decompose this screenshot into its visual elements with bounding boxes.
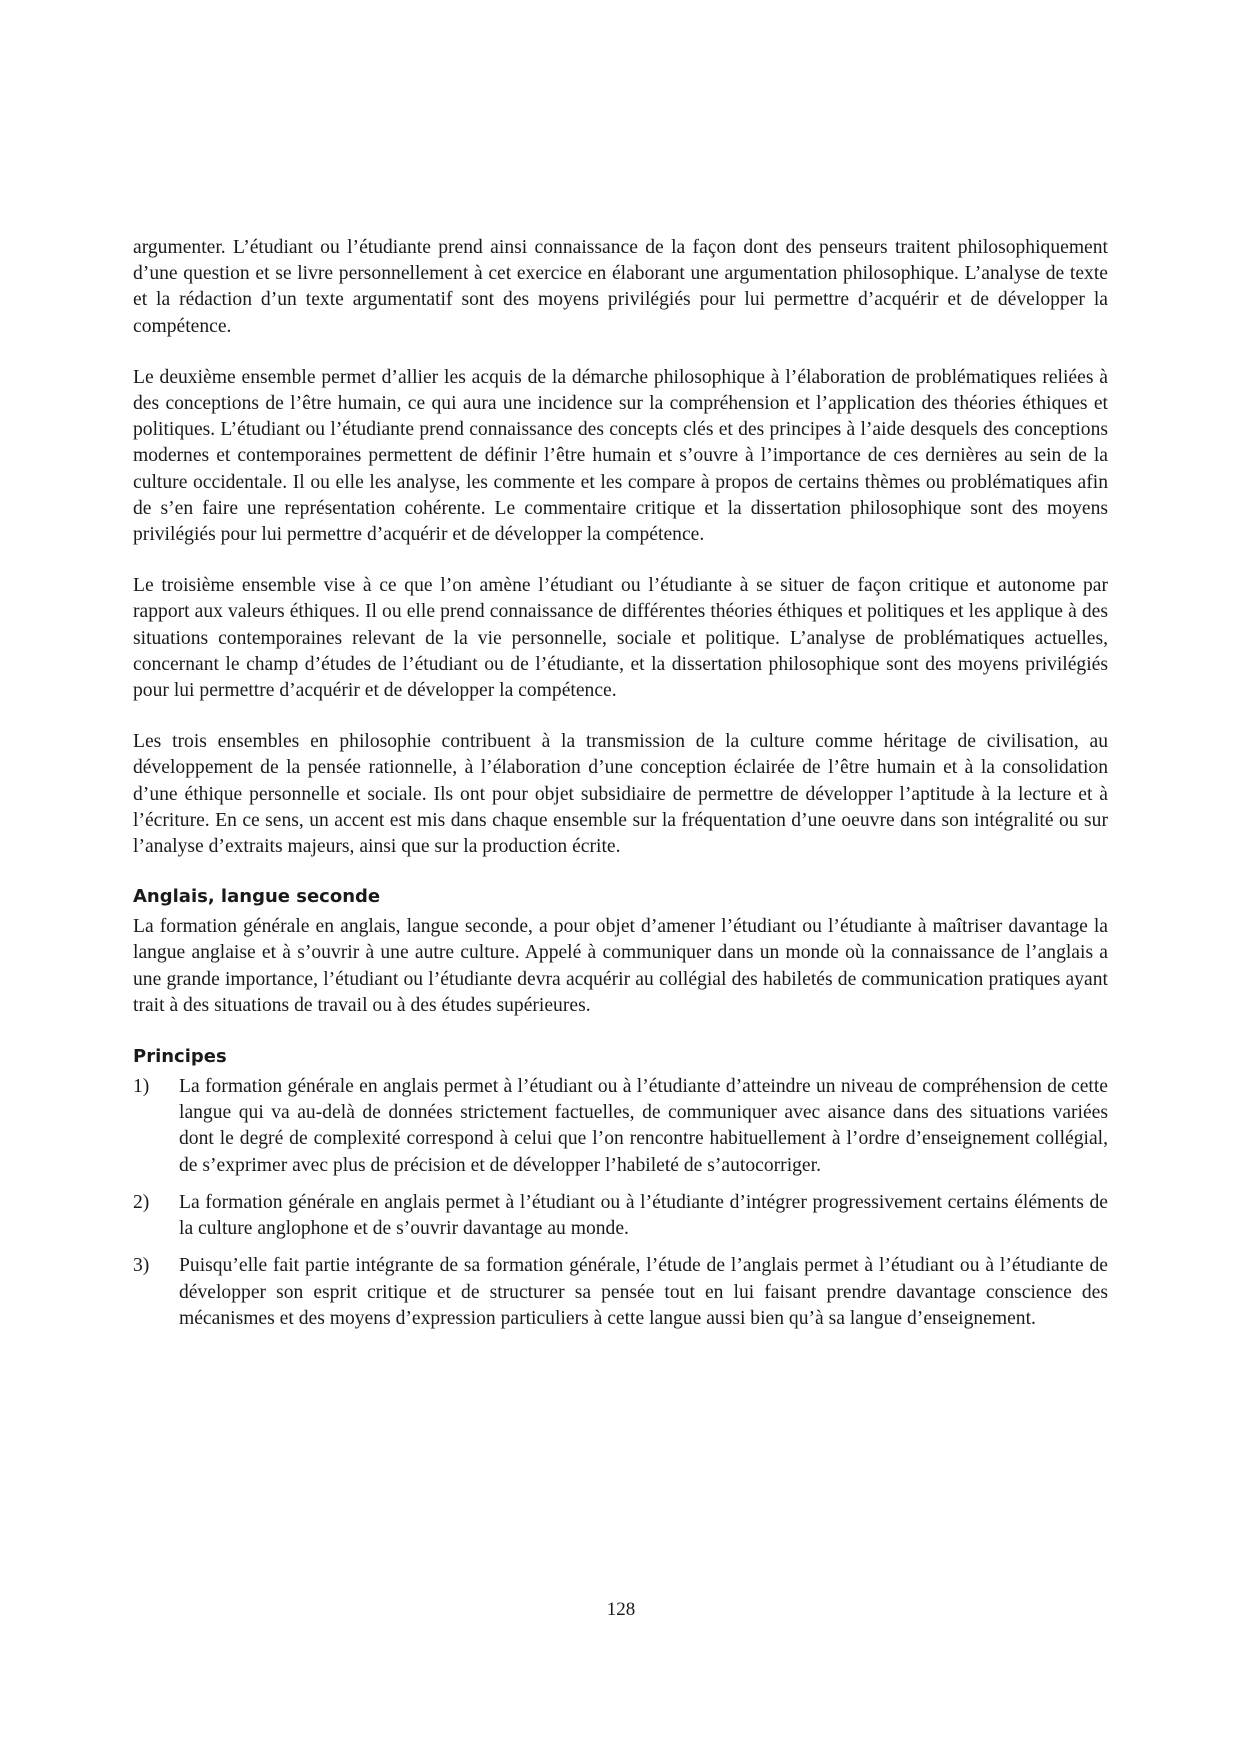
list-item-text: La formation générale en anglais permet à l’étudiant ou à l’étudiante d’intégrer progressivement certains éléments de la culture anglophone et de s’ouvrir davantage au monde.: [179, 1191, 1108, 1240]
list-item-number: 2): [133, 1191, 150, 1213]
list-item: [133, 1253, 1108, 1332]
list-item-number: 3): [133, 1255, 150, 1277]
list-item: [133, 1074, 1108, 1179]
section-intro: La formation générale en anglais, langue seconde, a pour objet d’amener l’étudiant ou l’étudiante à maîtriser davantage la langue anglaise et à s’ouvrir à une autre culture. Appelé à communiquer dans un monde où la connaissance de l’anglais a une grande importance, l’étudiant ou l’étudiante devra acquérir au collégial des habiletés de communication pratiques ayant trait à des situations de travail ou à des études supérieures.: [133, 916, 1108, 1016]
list-item-text: La formation générale en anglais permet à l’étudiant ou à l’étudiante d’atteindre un niveau de compréhension de cette langue qui va au-delà de données strictement factuelles, de communiquer avec aisance dans des situations variées dont le degré de complexité correspond à celui que l’on rencontre habituellement à l’ordre d’enseignement collégial, de s’exprimer avec plus de précision et de développer l’habileté de s’autocorriger.: [179, 1076, 1108, 1176]
paragraph-third-ensemble: Le troisième ensemble vise à ce que l’on amène l’étudiant ou l’étudiante à se situer de façon critique et autonome par rapport aux valeurs éthiques. Il ou elle prend connaissance de différentes théories éthiques et politiques et les applique à des situations contemporaines relevant de la vie personnelle, sociale et politique. L’analyse de problématiques actuelles, concernant le champ d’études de l’étudiant ou de l’étudiante, et la dissertation philosophique sont des moyens privilégiés pour lui permettre d’acquérir et de développer la compétence.: [133, 575, 1108, 702]
principles-list: [133, 1074, 1108, 1332]
section-heading: Anglais, langue seconde: [133, 886, 381, 908]
paragraph-argumentation: argumenter. L’étudiant ou l’étudiante prend ainsi connaissance de la façon dont des penseurs traitent philosophiquement d’une question et se livre personnellement à cet exercice en élaborant une argumentation philosophique. L’analyse de texte et la rédaction d’un texte argumentatif sont des moyens privilégiés pour lui permettre d’acquérir et de développer la compétence.: [133, 237, 1108, 337]
paragraph-second-ensemble: Le deuxième ensemble permet d’allier les acquis de la démarche philosophique à l’élaboration de problématiques reliées à des conceptions de l’être humain, ce qui aura une incidence sur la compréhension et l’application des théories éthiques et politiques. L’étudiant ou l’étudiante prend connaissance des concepts clés et des principes à l’aide desquels des conceptions modernes et contemporaines permettent de définir l’être humain et s’ouvre à l’importance de ces dernières au sein de la culture occidentale. Il ou elle les analyse, les commente et les compare à propos de certains thèmes ou problématiques afin de s’en faire une représentation cohérente. Le commentaire critique et la dissertation philosophique sont des moyens privilégiés pour lui permettre d’acquérir et de développer la compétence.: [133, 366, 1108, 546]
list-item: [133, 1190, 1108, 1242]
list-item-number: 1): [133, 1076, 150, 1098]
page-number: 128: [606, 1599, 636, 1620]
principles-heading: Principes: [133, 1046, 227, 1068]
paragraph-three-ensembles: Les trois ensembles en philosophie contribuent à la transmission de la culture comme héritage de civilisation, au développement de la pensée rationnelle, à l’élaboration d’une conception éclairée de l’être humain et à la consolidation d’une éthique personnelle et sociale. Ils ont pour objet subsidiaire de permettre de développer l’aptitude à la lecture et à l’écriture. En ce sens, un accent est mis dans chaque ensemble sur la fréquentation d’une oeuvre dans son intégralité ou sur l’analyse d’extraits majeurs, ainsi que sur la production écrite.: [133, 731, 1108, 858]
document-page: [133, 235, 1108, 1343]
list-item-text: Puisqu’elle fait partie intégrante de sa formation générale, l’étude de l’anglais permet à l’étudiant ou à l’étudiante de développer son esprit critique et de structurer sa pensée tout en lui faisant prendre davantage conscience des mécanismes et des moyens d’expression particuliers à cette langue aussi bien qu’à sa langue d’enseignement.: [179, 1255, 1108, 1329]
